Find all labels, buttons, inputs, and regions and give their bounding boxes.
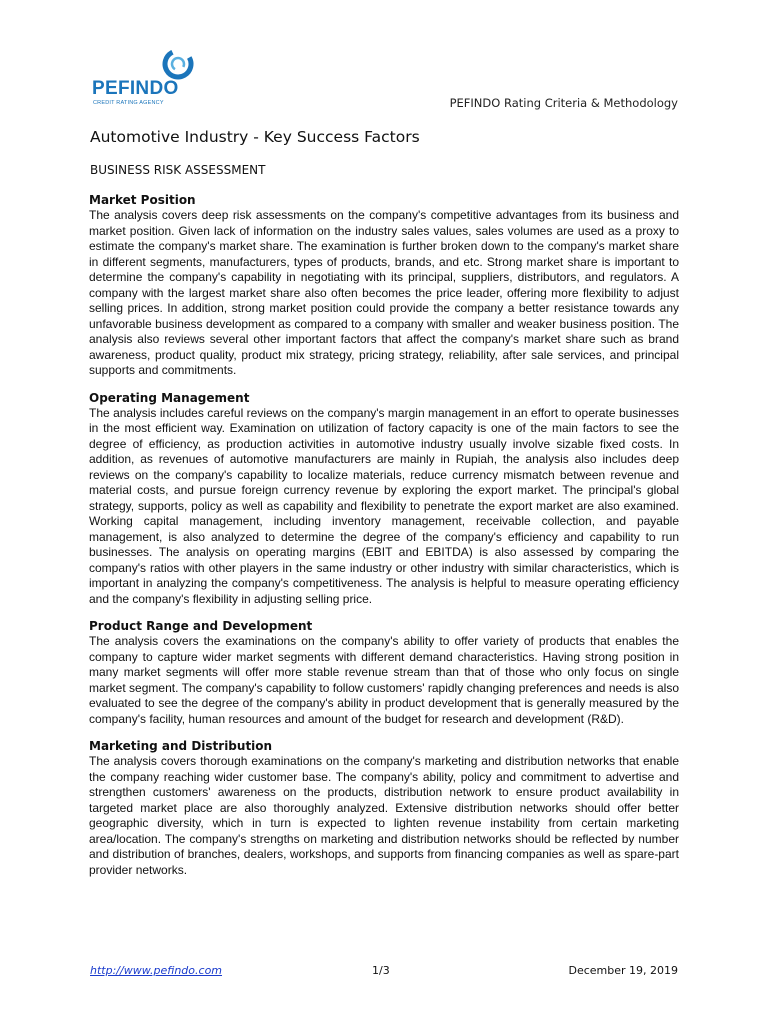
logo-swirl-icon (162, 48, 194, 80)
subsection-paragraph: The analysis covers deep risk assessments on the company's competitive advantages from its business and market position. Given lack of information on the industry sales values, sales volumes are used as a proxy to estimate the company's market share. The examination is further broken down to the company's market share in different segments, manufacturers, types of products, brands, and etc. Strong market share is important to determine the company's capability in negotiating with its principal, suppliers, distributors, and regulators. A company with the largest market share also often becomes the price leader, offering more flexibility to adjust selling prices. In addition, strong market position could provide the company a better resistance towards any unfavorable business development as compared to a company with smaller and weaker business position. The analysis also reviews several other important factors that affect the company's market share such as brand awareness, product quality, product mix strategy, pricing strategy, reliability, after sale services, and principal supports and commitments. (89, 208, 679, 377)
subsection-heading: Product Range and Development (89, 619, 313, 633)
subsection-market-position (89, 193, 679, 379)
subsection-heading: Marketing and Distribution (89, 739, 273, 753)
document-series-label: PEFINDO Rating Criteria & Methodology (449, 96, 678, 110)
document-title: Automotive Industry - Key Success Factors (90, 128, 420, 146)
document-date: December 19, 2019 (568, 964, 678, 977)
subsection-paragraph: The analysis covers thorough examinations on the company's marketing and distribution networks that enable the company reaching wider customer base. The company's ability, policy and commitment to advertise and strengthen customers' awareness on the products, distribution network to ensure product availability in targeted market place are also thoroughly analyzed. Extensive distribution networks should offer better geographic diversity, which in turn is expected to lighten revenue instability from certain marketing area/location. The company's strengths on marketing and distribution networks should be reflected by number and distribution of branches, dealers, workshops, and supports from financing companies as well as spare-part provider networks. (89, 754, 679, 877)
logo-wordmark: PEFINDO (92, 78, 179, 99)
subsection-product-range (89, 619, 679, 727)
website-link[interactable]: http://www.pefindo.com (90, 964, 223, 977)
subsection-paragraph: The analysis covers the examinations on the company's ability to offer variety of products that enables the company to capture wider market segments with different demand characteristics. Having strong position in many market segments will offer more stable revenue stream than that of those who only focus on single market segment. The company's capability to follow customers' rapidly changing preferences and needs is also evaluated to see the degree of the company's ability in product development that is generally measured by the company's facility, human resources and amount of the budget for research and development (R&D). (89, 634, 679, 726)
page-number: 1/3 (372, 964, 390, 977)
subsection-heading: Market Position (89, 193, 196, 207)
pefindo-logo (92, 48, 202, 108)
subsection-operating-management (89, 391, 679, 608)
subsection-marketing-distribution (89, 739, 679, 878)
subsection-paragraph: The analysis includes careful reviews on the company's margin management in an effort to operate businesses in the most efficient way. Examination on utilization of factory capacity is one of the main factors to see the degree of efficiency, as production activities in automotive industry usually involve sizable fixed costs. In addition, as revenues of automotive manufacturers are mainly in Rupiah, the analysis also includes deep reviews on the company's capability to localize materials, reduce currency mismatch between revenue and material costs, and pursue foreign currency revenue by exploring the export market. The principal's global strategy, supports, policy as well as capability and flexibility to penetrate the export market are also examined. Working capital management, including inventory management, receivable collection, and payable management, is also analyzed to determine the degree of the company's efficiency and capability to run businesses. The analysis on operating margins (EBIT and EBITDA) is also assessed by comparing the company's ratios with other players in the same industry or other industry with similar characteristics, which is important in analyzing the company's competitiveness. The analysis is helpful to measure operating efficiency and the company's flexibility in adjusting selling price. (89, 405, 679, 606)
document-body (89, 193, 679, 890)
section-heading: BUSINESS RISK ASSESSMENT (90, 163, 266, 177)
logo-tagline: CREDIT RATING AGENCY (93, 100, 164, 106)
subsection-heading: Operating Management (89, 390, 250, 405)
